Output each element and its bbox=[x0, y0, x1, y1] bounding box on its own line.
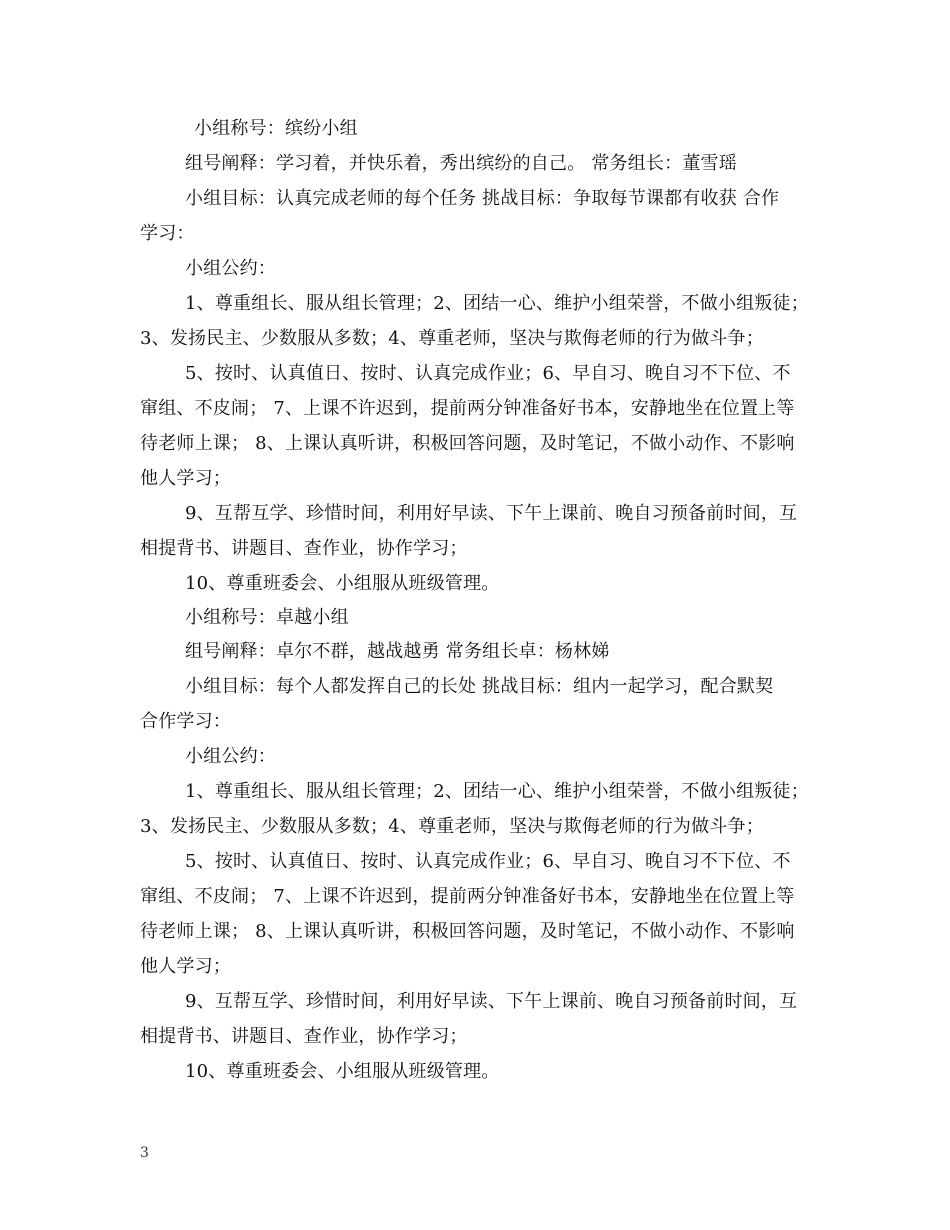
group1-meaning-line: 组号阐释：学习着，并快乐着，秀出缤纷的自己。 常务组长：董雪瑶 bbox=[185, 153, 737, 174]
group1-goal-line-cont: 学习： bbox=[140, 223, 195, 244]
group2-rules-line: 待老师上课； 8、上课认真听讲，积极回答问题，及时笔记，不做小动作、不影响 bbox=[140, 921, 795, 942]
group1-rules-line: 5、按时、认真值日、按时、认真完成作业；6、早自习、晚自习不下位、不 bbox=[185, 363, 791, 384]
group2-meaning-line: 组号阐释：卓尔不群，越战越勇 常务组长卓：杨林娣 bbox=[185, 641, 610, 662]
group1-rules-line: 待老师上课； 8、上课认真听讲，积极回答问题，及时笔记，不做小动作、不影响 bbox=[140, 433, 795, 454]
group2-rules-line: 相提背书、讲题目、查作业，协作学习； bbox=[140, 1026, 468, 1047]
group2-rules-line: 1、尊重组长、服从组长管理；2、团结一心、维护小组荣誉，不做小组叛徒； bbox=[185, 781, 809, 802]
group1-rules-line: 窜组、不皮闹； 7、上课不许迟到，提前两分钟准备好书本，安静地坐在位置上等 bbox=[140, 398, 795, 419]
group1-name-line: 小组称号：缤纷小组 bbox=[194, 118, 358, 139]
group1-rules-line: 9、互帮互学、珍惜时间，利用好早读、下午上课前、晚自习预备前时间，互 bbox=[185, 503, 798, 524]
group2-goal-line-cont: 合作学习： bbox=[140, 711, 231, 732]
group2-name-line: 小组称号：卓越小组 bbox=[185, 607, 349, 628]
group1-goal-line: 小组目标：认真完成老师的每个任务 挑战目标：争取每节课都有收获 合作 bbox=[185, 188, 780, 209]
group1-rules-line: 10、尊重班委会、小组服从班级管理。 bbox=[185, 573, 500, 594]
group2-rules-line: 5、按时、认真值日、按时、认真完成作业；6、早自习、晚自习不下位、不 bbox=[185, 851, 791, 872]
group1-rules-line: 他人学习； bbox=[140, 468, 231, 489]
group1-rules-line: 1、尊重组长、服从组长管理；2、团结一心、维护小组荣誉，不做小组叛徒； bbox=[185, 293, 809, 314]
group1-rules-title: 小组公约： bbox=[185, 258, 276, 279]
group2-goal-line: 小组目标：每个人都发挥自己的长处 挑战目标：组内一起学习，配合默契 bbox=[185, 676, 774, 697]
group1-rules-line: 相提背书、讲题目、查作业，协作学习； bbox=[140, 538, 468, 559]
group2-rules-line: 3、发扬民主、少数服从多数；4、尊重老师，坚决与欺侮老师的行为做斗争； bbox=[140, 816, 764, 837]
group2-rules-line: 他人学习； bbox=[140, 956, 231, 977]
group2-rules-title: 小组公约： bbox=[185, 746, 276, 767]
group1-rules-line: 3、发扬民主、少数服从多数；4、尊重老师，坚决与欺侮老师的行为做斗争； bbox=[140, 328, 764, 349]
page-number: 3 bbox=[140, 1145, 149, 1161]
group2-rules-line: 10、尊重班委会、小组服从班级管理。 bbox=[185, 1061, 500, 1082]
group2-rules-line: 9、互帮互学、珍惜时间，利用好早读、下午上课前、晚自习预备前时间，互 bbox=[185, 991, 798, 1012]
group2-rules-line: 窜组、不皮闹； 7、上课不许迟到，提前两分钟准备好书本，安静地坐在位置上等 bbox=[140, 886, 795, 907]
